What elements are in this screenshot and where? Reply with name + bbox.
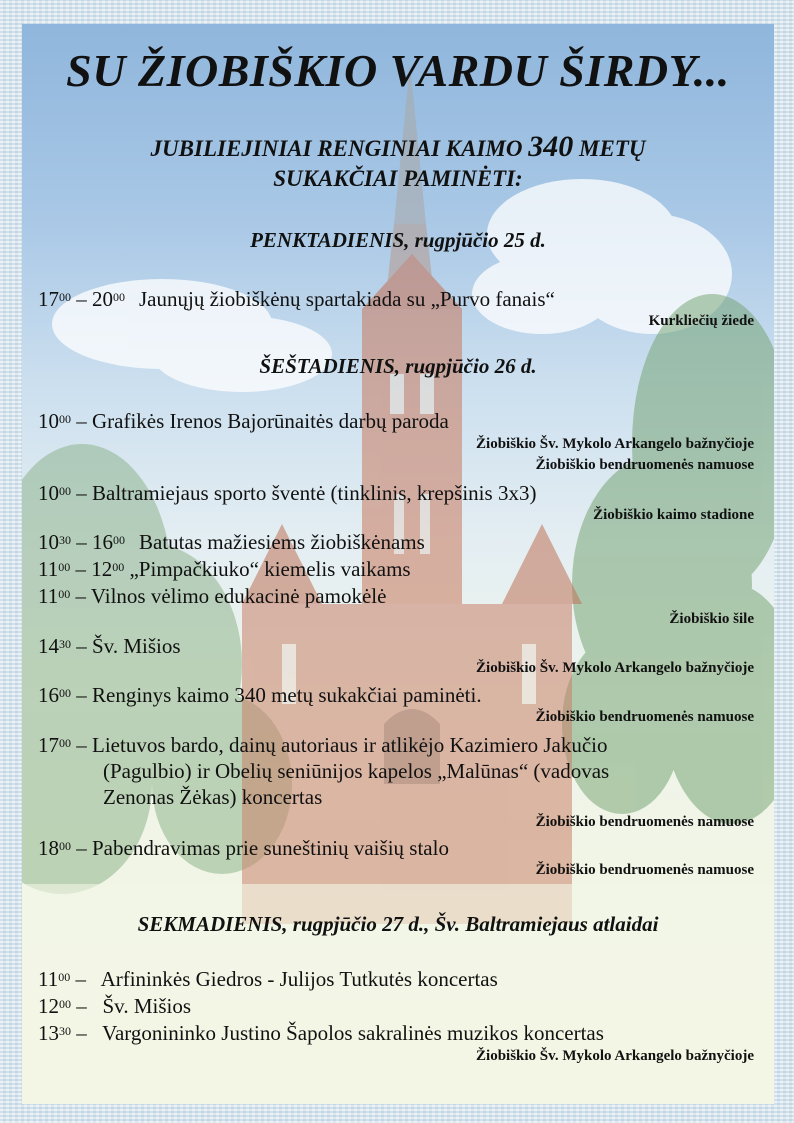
event-text: – Šv. Mišios	[71, 994, 192, 1018]
event-location: Žiobiškio Šv. Mykolo Arkangelo bažnyčioje	[476, 1048, 754, 1064]
poster-content	[22, 24, 774, 1104]
event-text: – Grafikės Irenos Bajorūnaitės darbų paroda	[71, 409, 449, 433]
event-location: Žiobiškio bendruomenės namuose	[535, 457, 754, 473]
event-location: Žiobiškio bendruomenės namuose	[535, 814, 754, 830]
event-row: $16^{00}$ – Renginys kaimo 340 metų sukakčiai paminėti.	[38, 683, 482, 707]
event-row: $11^{00} - 12^{00}$ „Pimpačkiuko“ kiemelis vaikams	[38, 557, 411, 581]
poster-subtitle	[22, 132, 774, 194]
event-text: – Vargonininko Justino Šapolos sakralinės muzikos koncertas	[71, 1021, 604, 1045]
subtitle-text-before: JUBILIEJINIAI RENGINIAI KAIMO	[150, 136, 529, 161]
event-text-continued: (Pagulbio) ir Obelių seniūnijos kapelos „Malūnas“ (vadovas	[103, 759, 610, 783]
subtitle-line-2: SUKAKČIAI PAMINĖTI:	[273, 166, 523, 191]
event-location: Žiobiškio šile	[669, 611, 754, 627]
event-row: $17^{00}$ – Lietuvos bardo, dainų autoriaus ir atlikėjo Kazimiero Jakučio	[38, 733, 608, 757]
event-text: – Pabendravimas prie suneštinių vaišių stalo	[71, 836, 449, 860]
event-text-continued: Zenonas Žėkas) koncertas	[103, 785, 323, 809]
subtitle-line-1	[22, 132, 774, 164]
event-text: – Vilnos vėlimo edukacinė pamokėlė	[70, 584, 387, 608]
subtitle-text-after: METŲ	[573, 136, 646, 161]
day-heading-friday: PENKTADIENIS, rugpjūčio 25 d.	[250, 228, 546, 252]
event-text: Jaunųjų žiobiškėnų spartakiada su „Purvo fanais“	[139, 287, 555, 311]
event-row: $11^{00}$ – Arfininkės Giedros - Julijos Tutkutės koncertas	[38, 967, 498, 991]
event-location: Žiobiškio bendruomenės namuose	[535, 862, 754, 878]
event-text: – Šv. Mišios	[71, 634, 181, 658]
event-text: – Arfininkės Giedros - Julijos Tutkutės koncertas	[70, 967, 498, 991]
poster-sheet	[22, 24, 774, 1104]
event-row: $14^{30}$ – Šv. Mišios	[38, 634, 181, 658]
event-location: Žiobiškio bendruomenės namuose	[535, 709, 754, 725]
day-heading-sunday: SEKMADIENIS, rugpjūčio 27 d., Šv. Baltramiejaus atlaidai	[137, 912, 659, 936]
event-row: $10^{00}$ – Grafikės Irenos Bajorūnaitės darbų paroda	[38, 409, 449, 433]
event-text: – Baltramiejaus sporto šventė (tinklinis, krepšinis 3x3)	[71, 481, 537, 505]
event-row: $10^{00}$ – Baltramiejaus sporto šventė (tinklinis, krepšinis 3x3)	[38, 481, 537, 505]
event-text: – Lietuvos bardo, dainų autoriaus ir atlikėjo Kazimiero Jakučio	[71, 733, 608, 757]
event-text: – Renginys kaimo 340 metų sukakčiai paminėti.	[71, 683, 482, 707]
poster-title: SU ŽIOBIŠKIO VARDU ŠIRDY...	[66, 45, 730, 96]
event-text: „Pimpačkiuko“ kiemelis vaikams	[124, 557, 411, 581]
day-heading-saturday: ŠEŠTADIENIS, rugpjūčio 26 d.	[259, 354, 537, 378]
event-location: Žiobiškio Šv. Mykolo Arkangelo bažnyčioje	[476, 660, 754, 676]
event-row: $17^{00} - 20^{00}$ Jaunųjų žiobiškėnų spartakiada su „Purvo fanais“	[38, 287, 555, 311]
event-location: Žiobiškio kaimo stadione	[593, 507, 754, 523]
event-row: $11^{00}$ – Vilnos vėlimo edukacinė pamokėlė	[38, 584, 387, 608]
event-row: $12^{00}$ – Šv. Mišios	[38, 994, 192, 1018]
event-row: $13^{30}$ – Vargonininko Justino Šapolos sakralinės muzikos koncertas	[38, 1021, 604, 1045]
event-text: Batutas mažiesiems žiobiškėnams	[139, 530, 425, 554]
event-row: $18^{00}$ – Pabendravimas prie suneštinių vaišių stalo	[38, 836, 449, 860]
event-row: $10^{30} - 16^{00}$ Batutas mažiesiems žiobiškėnams	[38, 530, 425, 554]
event-location: Žiobiškio Šv. Mykolo Arkangelo bažnyčioje	[476, 436, 754, 452]
anniversary-number: 340	[528, 130, 574, 163]
event-location: Kurkliečių žiede	[648, 313, 754, 329]
